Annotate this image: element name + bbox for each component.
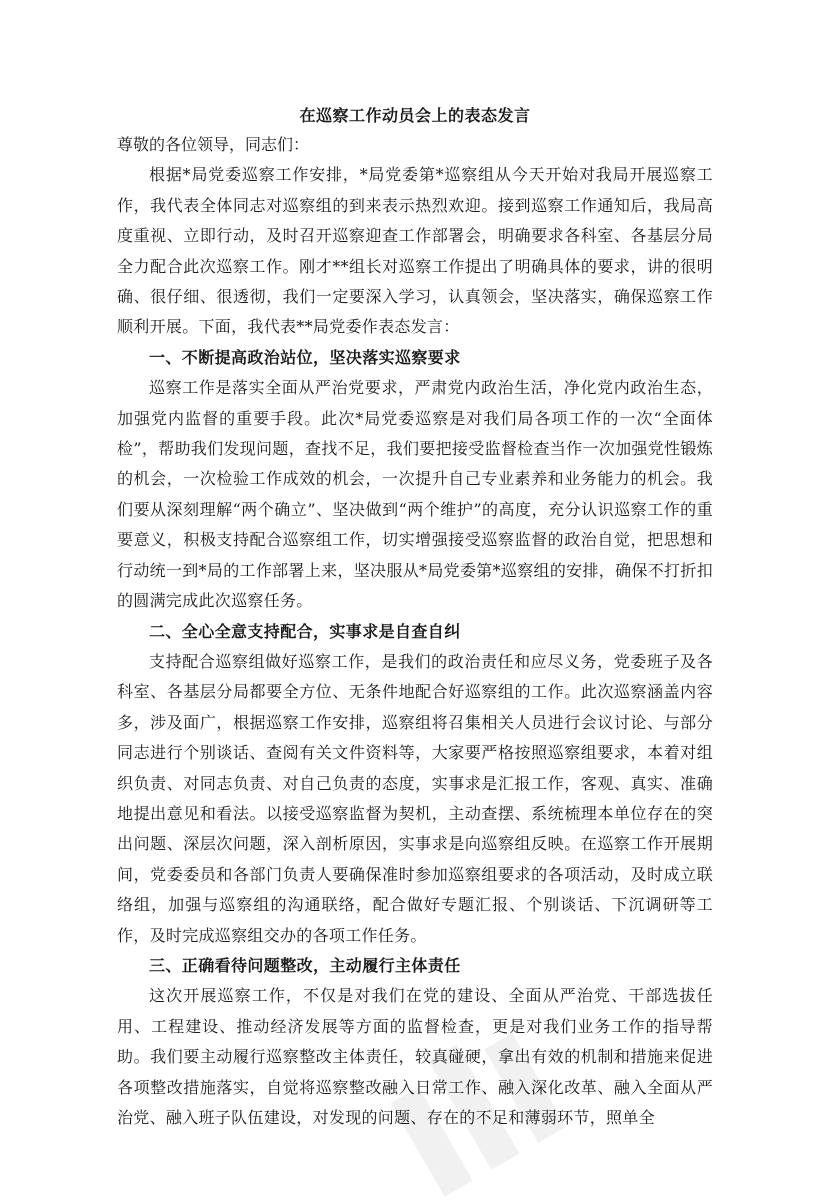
section-heading-3: 三、正确看待问题整改，主动履行主体责任 (149, 955, 461, 975)
intro-paragraph: 根据*局党委巡察工作安排，*局党委第*巡察组从今天开始对我局开展巡察工作，我代表全体同志对巡察组的到来表示热烈欢迎。接到巡察工作通知后，我局高度重视、立即行动，及时召开巡察迎查工作部署会，明确要求各科室、各基层分局全力配合此次巡察工作。刚才**组长对巡察工作提出了明确具体的要求，讲的很明确、很仔细、很透彻，我们一定要深入学习，认真领会，坚决落实，确保巡察工作顺利开展。下面，我代表**局党委作表态发言： (117, 165, 713, 337)
section-body-1: 巡察工作是落实全面从严治党要求，严肃党内政治生活，净化党内政治生态，加强党内监督的重要手段。此次*局党委巡察是对我们局各项工作的一次“全面体检”，帮助我们发现问题，查找不足，我们要把接受监督检查当作一次加强党性锻炼的机会，一次检验工作成效的机会，一次提升自己专业素养和业务能力的机会。我们要从深刻理解“两个确立”、坚决做到“两个维护”的高度，充分认识巡察工作的重要意义，积极支持配合巡察组工作，切实增强接受巡察监督的政治自觉，把思想和行动统一到*局的工作部署上来，坚决服从*局党委第*巡察组的安排，确保不打折扣的圆满完成此次巡察任务。 (117, 378, 713, 611)
page-title: 在巡察工作动员会上的表态发言 (299, 106, 531, 125)
section-heading-2: 二、全心全意支持配合，实事求是自查自纠 (149, 621, 461, 641)
salutation: 尊敬的各位领导，同志们： (117, 135, 310, 154)
document-body (117, 100, 713, 1133)
section-body-2: 支持配合巡察组做好巡察工作，是我们的政治责任和应尽义务，党委班子及各科室、各基层分局都要全方位、无条件地配合好巡察组的工作。此次巡察涵盖内容多，涉及面广，根据巡察工作安排，巡察组将召集相关人员进行会议讨论、与部分同志进行个别谈话、查阅有关文件资料等，大家要严格按照巡察组要求，本着对组织负责、对同志负责、对自己负责的态度，实事求是汇报工作，客观、真实、准确地提出意见和看法。以接受巡察监督为契机，主动查摆、系统梳理本单位存在的突出问题、深层次问题，深入剖析原因，实事求是向巡察组反映。在巡察工作开展期间，党委委员和各部门负责人要确保准时参加巡察组要求的各项活动，及时成立联络组，加强与巡察组的沟通联络，配合做好专题汇报、个别谈话、下沉调研等工作，及时完成巡察组交办的各项工作任务。 (117, 651, 713, 945)
section-body-3: 这次开展巡察工作，不仅是对我们在党的建设、全面从严治党、干部选拔任用、工程建设、推动经济发展等方面的监督检查，更是对我们业务工作的指导帮助。我们要主动履行巡察整改主体责任，较真碰硬，拿出有效的机制和措施来促进各项整改措施落实，自觉将巡察整改融入日常工作、融入深化改革、融入全面从严治党、融入班子队伍建设，对发现的问题、存在的不足和薄弱环节，照单全 (117, 986, 713, 1127)
section-heading-1: 一、不断提高政治站位，坚决落实巡察要求 (149, 347, 461, 367)
